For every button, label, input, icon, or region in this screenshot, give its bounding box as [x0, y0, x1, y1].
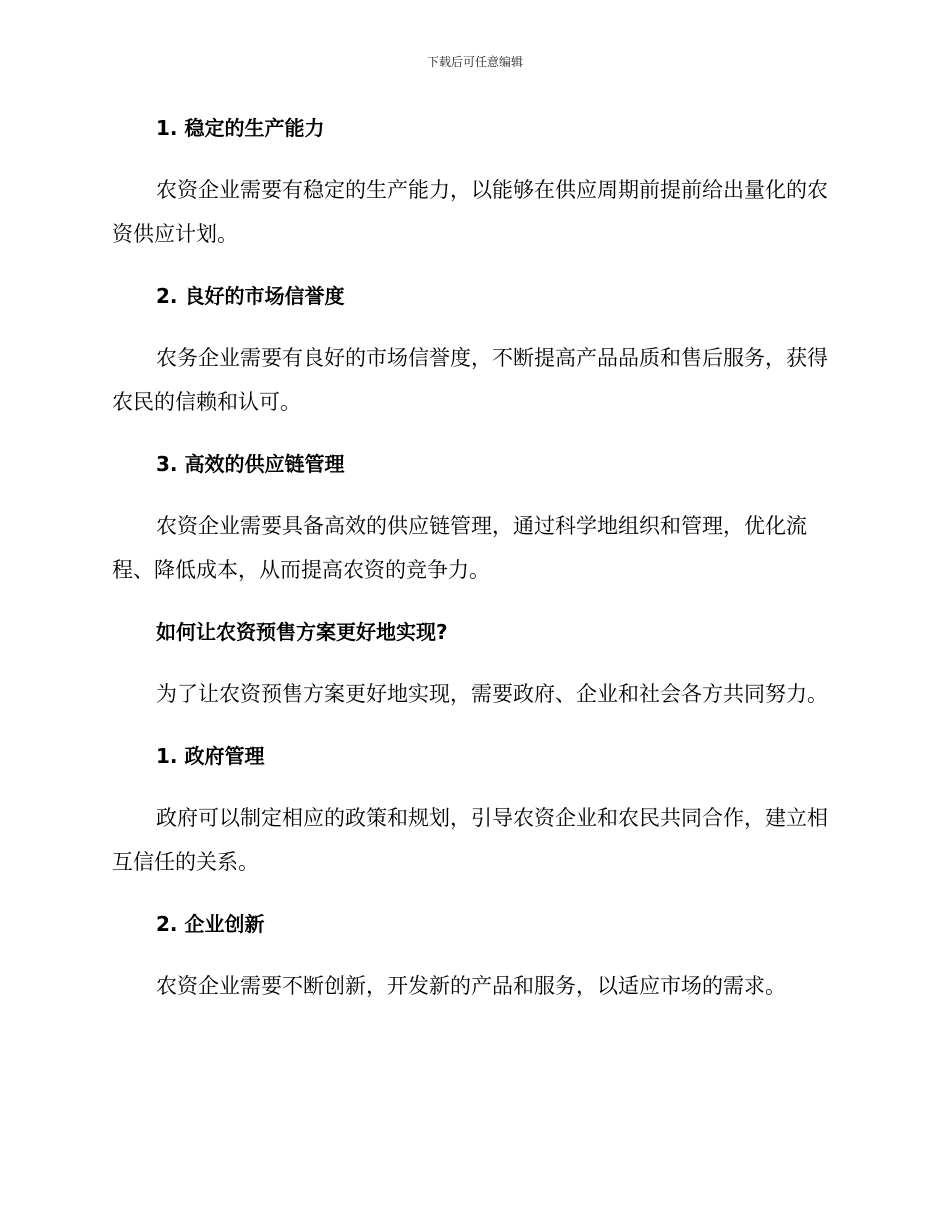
section-heading-supply-chain: 3. 高效的供应链管理 — [156, 452, 345, 476]
page-header-note: 下载后可任意编辑 — [426, 55, 523, 69]
section-heading-how-to-implement: 如何让农资预售方案更好地实现? — [156, 620, 448, 644]
paragraph-how-to-implement: 为了让农资预售方案更好地实现，需要政府、企业和社会各方共同努力。 — [156, 682, 828, 706]
paragraph-market-reputation: 农务企业需要有良好的市场信誉度，不断提高产品品质和售后服务，获得农民的信赖和认可。 — [112, 346, 828, 414]
paragraph-enterprise-innovation: 农资企业需要不断创新，开发新的产品和服务，以适应市场的需求。 — [156, 974, 786, 998]
document-body — [112, 108, 832, 1008]
section-heading-enterprise-innovation: 2. 企业创新 — [156, 912, 265, 936]
section-heading-government: 1. 政府管理 — [156, 744, 265, 768]
section-heading-market-reputation: 2. 良好的市场信誉度 — [156, 284, 345, 308]
paragraph-government: 政府可以制定相应的政策和规划，引导农资企业和农民共同合作，建立相互信任的关系。 — [112, 806, 828, 874]
section-heading-stable-production: 1. 稳定的生产能力 — [156, 116, 325, 140]
paragraph-stable-production: 农资企业需要有稳定的生产能力，以能够在供应周期前提前给出量化的农资供应计划。 — [112, 178, 828, 246]
paragraph-supply-chain: 农资企业需要具备高效的供应链管理，通过科学地组织和管理，优化流程、降低成本，从而提高农资的竞争力。 — [112, 514, 807, 582]
